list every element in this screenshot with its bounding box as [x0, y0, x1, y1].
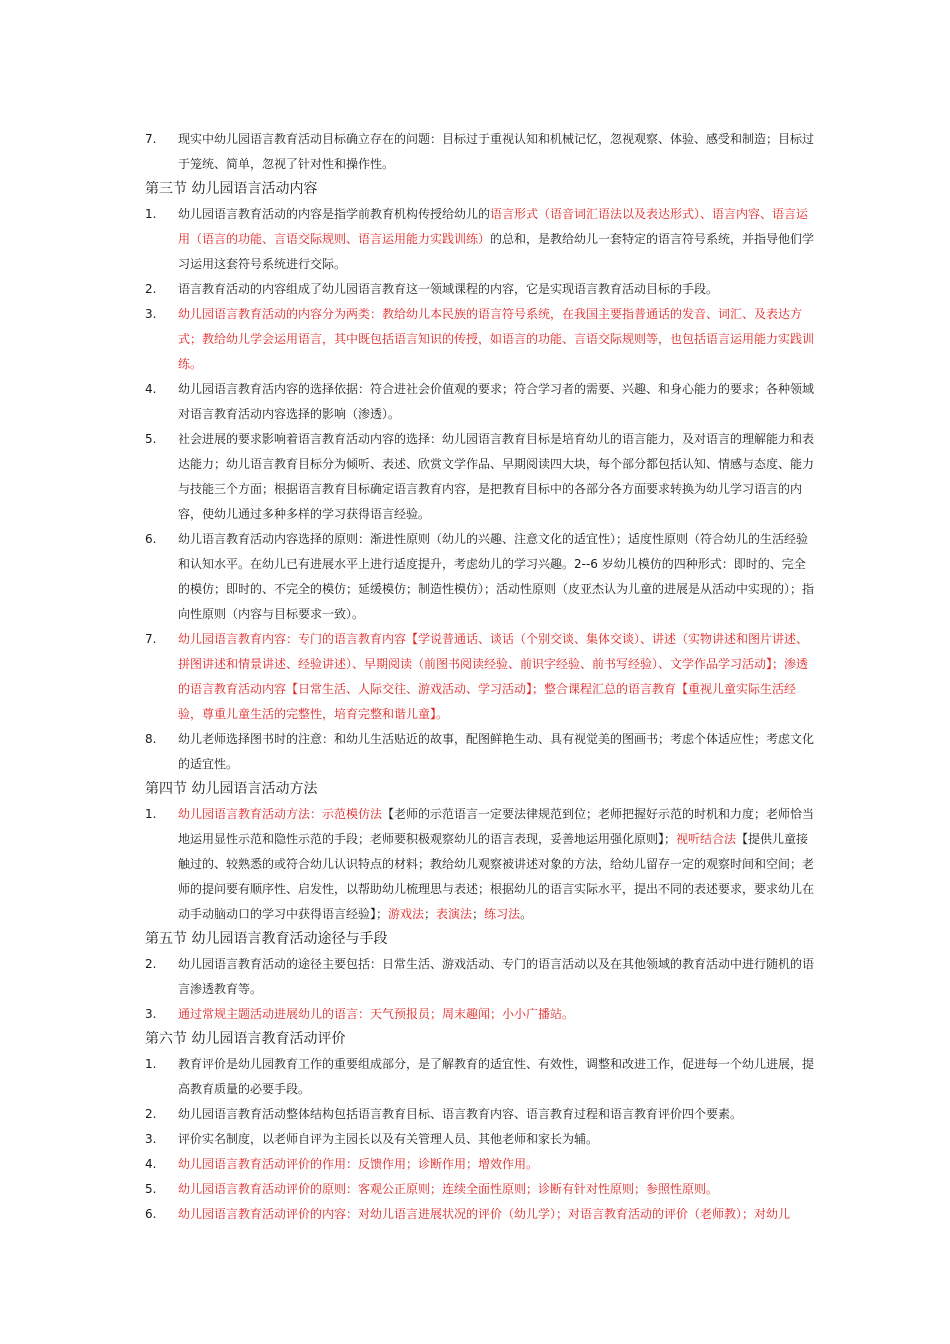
list-item-number: 7. [145, 132, 157, 146]
body-text: 的总和，是教给幼儿一套特定的语言符号系统，并指导他们学习运用这套符号系统进行交际。 [178, 232, 815, 271]
list-item-number: 1. [145, 207, 157, 221]
list-item [145, 1127, 815, 1152]
list-item [145, 377, 815, 427]
document-page [145, 127, 815, 1227]
list-item [145, 952, 815, 1002]
list-item [145, 427, 815, 527]
list-item [145, 1052, 815, 1102]
list-item-number: 6. [145, 532, 157, 546]
list-item-number: 3. [145, 307, 157, 321]
list-item [145, 1177, 815, 1202]
list-item [145, 127, 815, 177]
body-text: 评价实名制度，以老师自评为主园长以及有关管理人员、其他老师和家长为辅。 [178, 1132, 599, 1146]
section-heading: 第五节 幼儿园语言教育活动途径与手段 [145, 931, 388, 947]
highlighted-text: 游戏法 [388, 907, 425, 921]
section-heading: 第三节 幼儿园语言活动内容 [145, 181, 318, 197]
list-item-number: 4. [145, 1157, 157, 1171]
section-heading: 第六节 幼儿园语言教育活动评价 [145, 1031, 346, 1047]
list-item [145, 1102, 815, 1127]
highlighted-text: 幼儿园语言教育内容：专门的语言教育内容【学说普通话、谈话（个别交谈、集体交谈）、讲述（实物讲述和图片讲述、拼图讲述和情景讲述、经验讲述）、早期阅读（前图书阅读经验、前识字经验、前书写经验）、文学作品学习活动】；渗透的语言教育活动内容【日常生活、人际交往、游戏活动、学习活动】；整合课程汇总的语言教育【重视儿童实际生活经验，尊重儿童生活的完整性，培育完整和谐儿童】。 [178, 632, 809, 721]
list-item [145, 302, 815, 377]
body-text: 语言教育活动的内容组成了幼儿园语言教育这一领域课程的内容，它是实现语言教育活动目标的手段。 [178, 282, 719, 296]
list-item-number: 2. [145, 957, 157, 971]
body-text: 现实中幼儿园语言教育活动目标确立存在的问题：目标过于重视认知和机械记忆，忽视观察、体验、感受和制造；目标过于笼统、简单，忽视了针对性和操作性。 [178, 132, 815, 171]
body-text: 【老师的示范语言一定要法律规范到位；老师把握好示范的时机和力度；老师恰当地运用显性示范和隐性示范的手段；老师要积极观察幼儿的语言表现，妥善地运用强化原则】； [178, 807, 815, 846]
highlighted-text: 幼儿园语言教育活动方法：示范模仿法 [178, 807, 383, 821]
body-text: 幼儿园语言教育活动整体结构包括语言教育目标、语言教育内容、语言教育过程和语言教育评价四个要素。 [178, 1107, 743, 1121]
body-text: 。 [520, 907, 533, 921]
list-item-number: 5. [145, 432, 157, 446]
highlighted-text: 通过常规主题活动进展幼儿的语言：天气预报员；周末趣闻；小小广播站。 [178, 1007, 575, 1021]
list-item-number: 5. [145, 1182, 157, 1196]
highlighted-text: 幼儿园语言教育活动评价的原则：客观公正原则；连续全面性原则；诊断有针对性原则；参照性原则。 [178, 1182, 719, 1196]
list-item [145, 202, 815, 277]
list-item-number: 2. [145, 1107, 157, 1121]
list-item [145, 802, 815, 927]
body-text: ； [472, 907, 485, 921]
highlighted-text: 表演法 [436, 907, 473, 921]
body-text: 幼儿园语言教育活动的内容是指学前教育机构传授给幼儿的 [178, 207, 491, 221]
list-item-number: 7. [145, 632, 157, 646]
list-item [145, 1002, 815, 1027]
list-item-number: 3. [145, 1007, 157, 1021]
list-item-number: 6. [145, 1207, 157, 1221]
body-text: 教育评价是幼儿园教育工作的重要组成部分，是了解教育的适宜性、有效性，调整和改进工作，促进每一个幼儿进展，提高教育质量的必要手段。 [178, 1057, 815, 1096]
section-heading: 第四节 幼儿园语言活动方法 [145, 781, 318, 797]
highlighted-text: 幼儿园语言教育活动评价的作用：反馈作用；诊断作用；增效作用。 [178, 1157, 539, 1171]
body-text: 幼儿园语言教育活内容的选择依据：符合进社会价值观的要求；符合学习者的需要、兴趣、和身心能力的要求；各种领域对语言教育活动内容选择的影响（渗透）。 [178, 382, 815, 421]
list-item [145, 1202, 815, 1227]
list-item [145, 277, 815, 302]
body-text: 幼儿老师选择图书时的注意：和幼儿生活贴近的故事，配图鲜艳生动、具有视觉美的图画书；考虑个体适应性；考虑文化的适宜性。 [178, 732, 815, 771]
list-item-number: 2. [145, 282, 157, 296]
list-item-number: 4. [145, 382, 157, 396]
list-item [145, 727, 815, 777]
body-text: 【提供儿童接触过的、较熟悉的或符合幼儿认识特点的材料；教给幼儿观察被讲述对象的方法，给幼儿留存一定的观察时间和空间；老师的提问要有顺序性、启发性，以帮助幼儿梳理思与表述；根据幼儿的语言实际水平，提出不同的表述要求，要求幼儿在动手动脑动口的学习中获得语言经验】； [178, 832, 815, 921]
highlighted-text: 练习法 [484, 907, 521, 921]
highlighted-text: 幼儿园语言教育活动评价的内容：对幼儿语言进展状况的评价（幼儿学）；对语言教育活动的评价（老师教）；对幼儿 [178, 1207, 791, 1221]
body-text: ； [424, 907, 437, 921]
highlighted-text: 幼儿园语言教育活动的内容分为两类：教给幼儿本民族的语言符号系统，在我国主要指普通话的发音、词汇、及表达方式；教给幼儿学会运用语言，其中既包括语言知识的传授，如语言的功能、言语交际规则等，也包括语言运用能力实践训练。 [178, 307, 815, 371]
list-item [145, 1152, 815, 1177]
list-item-number: 1. [145, 807, 157, 821]
body-text: 幼儿语言教育活动内容选择的原则：渐进性原则（幼儿的兴趣、注意文化的适宜性）；适度性原则（符合幼儿的生活经验和认知水平。在幼儿已有进展水平上进行适度提升，考虑幼儿的学习兴趣。2--6 岁幼儿模仿的四种形式：即时的、完全的模仿；即时的、不完全的模仿；延缓模仿；制造性模仿）；活动性原则（皮亚杰认为儿童的进展是从活动中实现的）；指向性原则（内容与目标要求一致）。 [178, 532, 815, 621]
list-item-number: 8. [145, 732, 157, 746]
body-text: 社会进展的要求影响着语言教育活动内容的选择：幼儿园语言教育目标是培育幼儿的语言能力，及对语言的理解能力和表达能力；幼儿语言教育目标分为倾听、表述、欣赏文学作品、早期阅读四大块，每个部分都包括认知、情感与态度、能力与技能三个方面；根据语言教育目标确定语言教育内容，是把教育目标中的各部分各方面要求转换为幼儿学习语言的内容，使幼儿通过多种多样的学习获得语言经验。 [178, 432, 815, 521]
highlighted-text: 视听结合法 [676, 832, 737, 846]
list-item-number: 3. [145, 1132, 157, 1146]
list-item [145, 527, 815, 627]
body-text: 幼儿园语言教育活动的途径主要包括：日常生活、游戏活动、专门的语言活动以及在其他领域的教育活动中进行随机的语言渗透教育等。 [178, 957, 815, 996]
list-item [145, 627, 815, 727]
highlighted-text: 语言形式（语音词汇语法以及表达形式）、语言内容、语言运用（语言的功能、言语交际规则、语言运用能力实践训练） [178, 207, 809, 246]
list-item-number: 1. [145, 1057, 157, 1071]
